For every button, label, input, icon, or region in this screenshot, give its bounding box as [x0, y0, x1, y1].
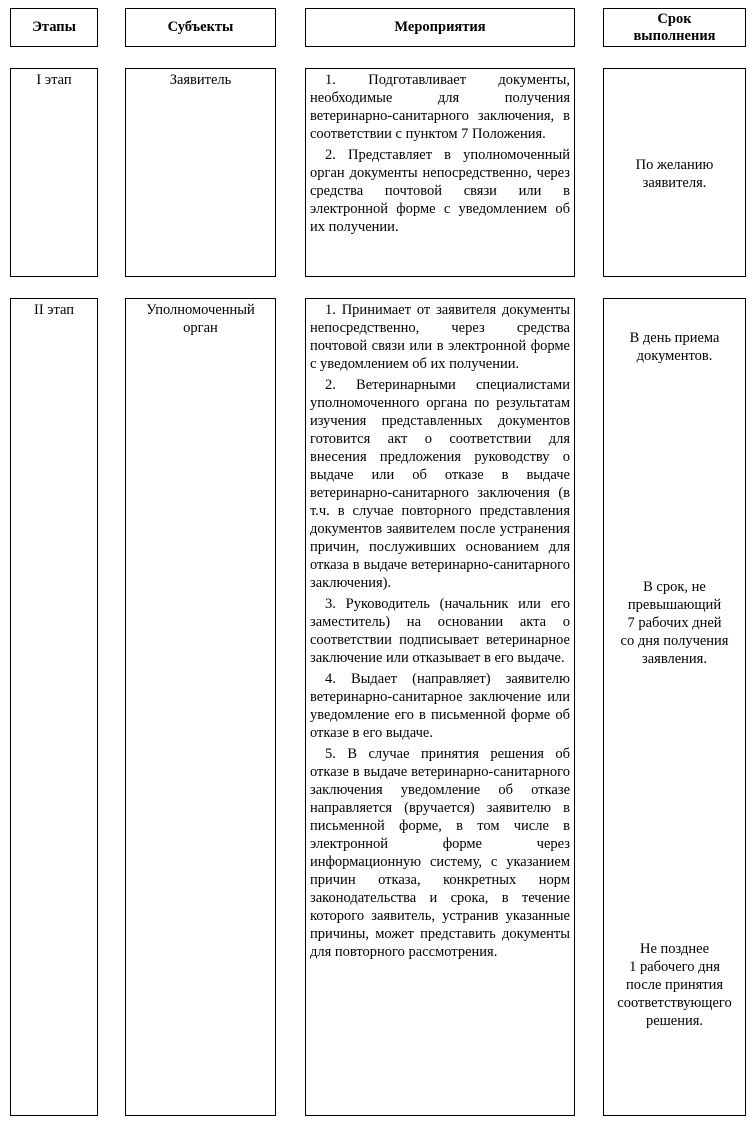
- stage2-deadline-1-line1: В день приема: [629, 330, 720, 346]
- header-stages: [10, 8, 98, 47]
- stage2-deadline-2-line5: заявления.: [642, 651, 707, 667]
- stage2-deadline-2-line2: превышающий: [627, 597, 722, 613]
- stage2-deadline-1: [604, 329, 745, 365]
- stage2-deadline-3-line4: соответствующего: [617, 995, 732, 1011]
- stage1-event-2: 2. Представляет в уполномоченный орган документы непосредственно, через средства почтовой связи или в электронной форме с уведомлением об их получении.: [310, 147, 570, 235]
- header-deadline: [603, 8, 746, 47]
- stage2-deadline-cell: [603, 298, 746, 1116]
- stage1-events-cell: [305, 68, 575, 277]
- header-subjects-label: Субъекты: [167, 19, 234, 35]
- stage2-deadline-3-line5: решения.: [645, 1013, 704, 1029]
- stage2-deadline-3-line3: после принятия: [625, 977, 724, 993]
- header-subjects: [125, 8, 276, 47]
- stage1-subject-cell: [125, 68, 276, 277]
- stage2-event-5: 5. В случае принятия решения об отказе в выдаче ветеринарно-санитарного заключения уведомление об отказе направляется (вручается) заявителю в письменной форме, в том числе в электронной форме через информационную систему, с указанием причин отказа, конкретных норм законодательства и срока, в течение которого заявитель, устранив указанные причины, может представить документы для повторного рассмотрения.: [310, 746, 570, 960]
- stage2-deadline-2-line1: В срок, не: [643, 579, 706, 595]
- stage2-subject-line1: Уполномоченный: [146, 302, 255, 318]
- stage1-stage-label: I этап: [36, 72, 72, 88]
- stage1-deadline-cell: [603, 68, 746, 277]
- stage2-subject-line2: орган: [183, 320, 218, 336]
- stage2-deadline-2: [604, 578, 745, 668]
- header-events: [305, 8, 575, 47]
- stage2-deadline-1-line2: документов.: [636, 348, 713, 364]
- stage1-deadline: [604, 156, 745, 192]
- stage2-subject-cell: [125, 298, 276, 1116]
- stage1-event-1: 1. Подготавливает документы, необходимые для получения ветеринарно-санитарного заключения, в соответствии с пунктом 7 Положения.: [310, 72, 570, 142]
- header-deadline-line2: выполнения: [633, 27, 716, 44]
- stage2-deadline-2-line4: со дня получения: [620, 633, 729, 649]
- header-events-label: Мероприятия: [394, 19, 486, 35]
- stage2-events-cell: [305, 298, 575, 1116]
- stage1-deadline-line2: заявителя.: [642, 175, 707, 191]
- stage2-deadline-2-line3: 7 рабочих дней: [627, 615, 722, 631]
- stage1-deadline-line1: По желанию: [635, 157, 714, 173]
- header-stages-label: Этапы: [32, 19, 76, 35]
- stage2-event-4: 4. Выдает (направляет) заявителю ветеринарно-санитарное заключение или уведомление его в письменной форме об отказе в его выдаче.: [310, 671, 570, 741]
- stage1-subject-label: Заявитель: [169, 72, 232, 88]
- stage2-stage-cell: [10, 298, 98, 1116]
- stage1-stage-cell: [10, 68, 98, 277]
- header-deadline-line1: Срок: [657, 10, 692, 27]
- stage2-deadline-3: [604, 940, 745, 1030]
- stage2-stage-label: II этап: [33, 302, 75, 318]
- stage2-event-2: 2. Ветеринарными специалистами уполномоченного органа по результатам изучения представленных документов готовится акт о соответствии для внесения предложения руководству о выдаче или об отказе в выдаче ветеринарно-санитарного заключения (в т.ч. в случае повторного представления документов заявителем после устранения причин, послуживших основанием для отказа в выдаче ветеринарно-санитарного заключения).: [310, 377, 570, 591]
- stage2-deadline-3-line2: 1 рабочего дня: [629, 959, 720, 975]
- stage2-event-1: 1. Принимает от заявителя документы непосредственно, через средства почтовой связи или в электронной форме с уведомлением об их получении.: [310, 302, 570, 372]
- stage2-deadline-3-line1: Не позднее: [639, 941, 710, 957]
- stage2-event-3: 3. Руководитель (начальник или его заместитель) на основании акта о соответствии подписывает ветеринарное заключение или отказывает в его выдаче.: [310, 596, 570, 666]
